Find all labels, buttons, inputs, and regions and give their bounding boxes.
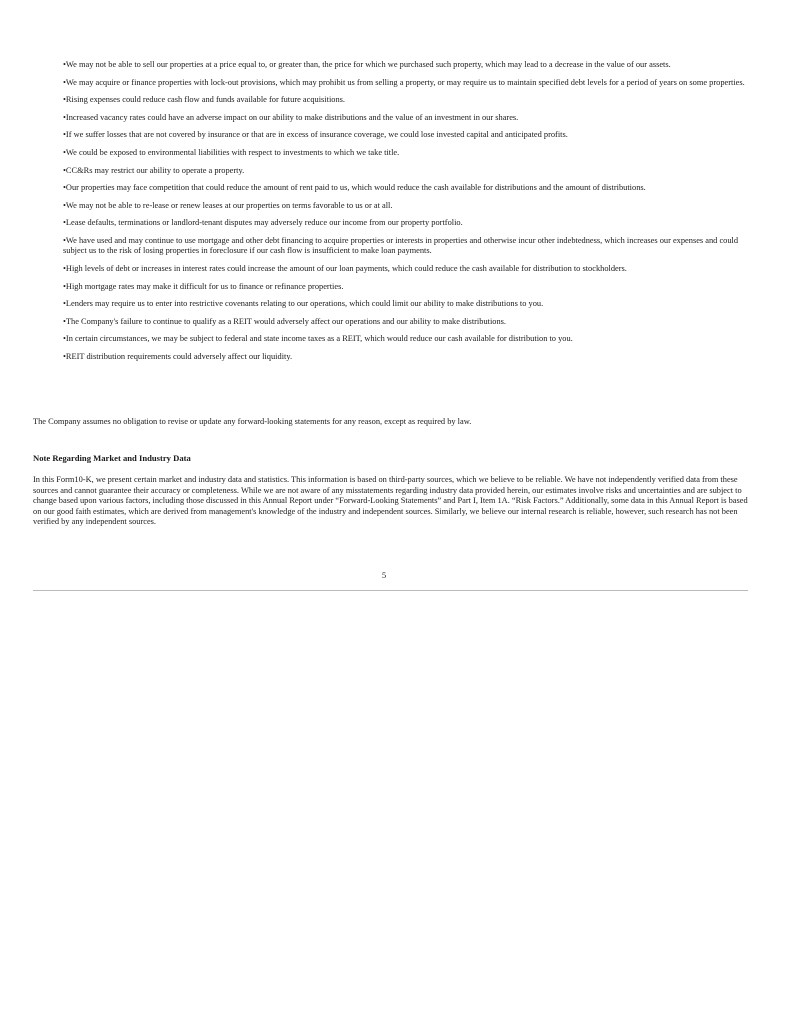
risk-bullet: •Our properties may face competition that could reduce the amount of rent paid to us, which would reduce the cash available for distributions and the amount of distributions. [63,183,646,193]
risk-bullet: •We may acquire or finance properties with lock-out provisions, which may prohibit us from selling a property, or may require us to maintain specified debt levels for a period of years on some properties. [63,77,745,87]
risk-bullet: •We have used and may continue to use mortgage and other debt financing to acquire properties or interests in properties and otherwise incur other indebtedness, which increases our expenses and could subject us to the risk of losing properties in foreclosure if our cash flow is insufficient to make loan payments. [63,235,739,256]
closing-statement: The Company assumes no obligation to revise or update any forward-looking statements for any reason, except as required by law. [33,417,472,426]
risk-bullet: •Rising expenses could reduce cash flow and funds available for future acquisitions. [63,95,346,105]
risk-bullet-list [63,60,758,370]
risk-bullet: •REIT distribution requirements could adversely affect our liquidity. [63,351,293,361]
risk-bullet: •Lease defaults, terminations or landlord-tenant disputes may adversely reduce our income from our property portfolio. [63,218,463,228]
risk-bullet: •High mortgage rates may make it difficult for us to finance or refinance properties. [63,281,344,291]
risk-bullet: •In certain circumstances, we may be subject to federal and state income taxes as a REIT, which would reduce our cash available for distribution to you. [63,334,573,344]
section-title: Note Regarding Market and Industry Data [33,453,191,463]
risk-bullet: •The Company's failure to continue to qualify as a REIT would adversely affect our operations and our ability to make distributions. [63,316,507,326]
page-divider [33,590,748,591]
risk-bullet: •We may not be able to re-lease or renew leases at our properties on terms favorable to us or at all. [63,200,393,210]
risk-bullet: •We could be exposed to environmental liabilities with respect to investments to which we take title. [63,147,400,157]
risk-bullet: •If we suffer losses that are not covered by insurance or that are in excess of insurance coverage, we could lose invested capital and anticipated profits. [63,130,568,140]
risk-bullet: •We may not be able to sell our properties at a price equal to, or greater than, the price for which we purchased such property, which may lead to a decrease in the value of our assets. [63,60,671,69]
risk-bullet: •CC&Rs may restrict our ability to operate a property. [63,165,245,175]
page-number: 5 [381,570,387,580]
risk-bullet: •High levels of debt or increases in interest rates could increase the amount of our loan payments, which could reduce the cash available for distribution to stockholders. [63,263,627,273]
risk-bullet: •Increased vacancy rates could have an adverse impact on our ability to make distributions and the value of an investment in our shares. [63,112,519,122]
section-body: In this Form10-K, we present certain market and industry data and statistics. This information is based on third-party sources, which we believe to be reliable. We have not independently verified data from these sources and cannot guarantee their accuracy or completeness. While we are not aware of any misstatements regarding industry data provided herein, our estimates involve risks and uncertainties and are subject to change based upon various factors, including those discussed in this Annual Report under “Forward-Looking Statements” and Part I, Item 1A. “Risk Factors.” Additionally, some data in this Annual Report is based on our good faith estimates, which are derived from management's knowledge of the industry and independent sources. Similarly, we believe our internal research is reliable, however, such research has not been verified by any independent sources. [33,475,748,527]
risk-bullet: •Lenders may require us to enter into restrictive covenants relating to our operations, which could limit our ability to make distributions to you. [63,299,544,309]
